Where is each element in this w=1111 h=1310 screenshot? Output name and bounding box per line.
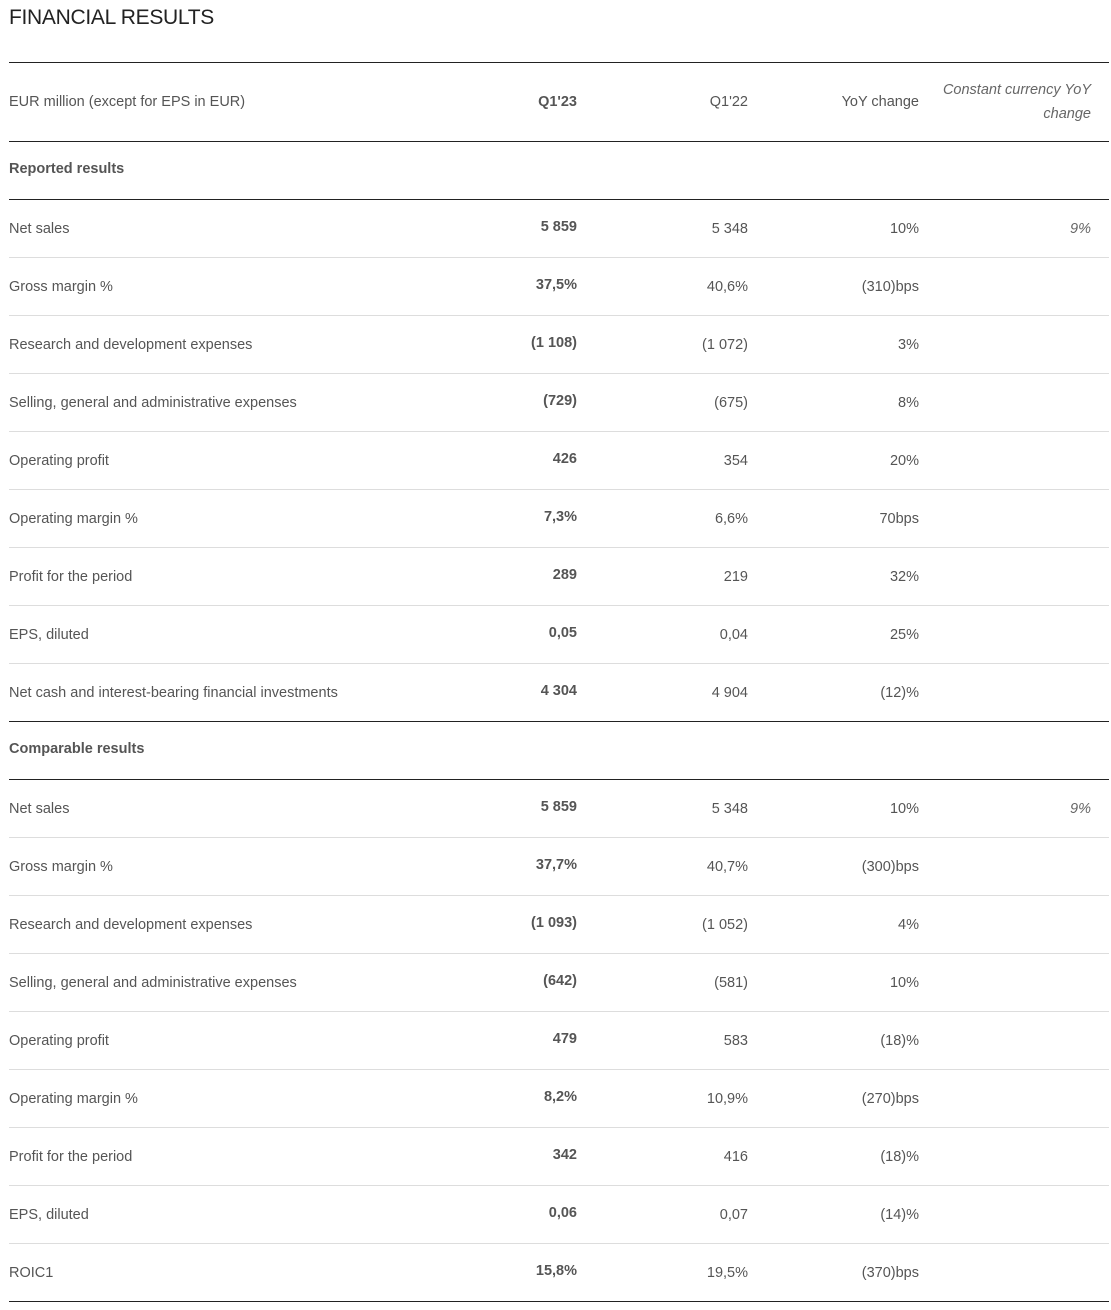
- value-q123: 0,05: [548, 624, 577, 641]
- financial-results-table: [9, 62, 1109, 1302]
- table-row: [9, 664, 1109, 722]
- value-q123: 479: [552, 1030, 577, 1047]
- value-yoy-change: 20%: [889, 452, 919, 469]
- value-q122: 6,6%: [714, 510, 748, 527]
- value-q123: (1 093): [531, 914, 577, 931]
- table-row: [9, 258, 1109, 316]
- value-q122: (581): [714, 974, 748, 991]
- value-q122: 40,7%: [706, 858, 748, 875]
- value-yoy-change: 4%: [898, 916, 919, 933]
- value-q123: 5 859: [540, 218, 577, 235]
- row-label: Selling, general and administrative expenses: [9, 394, 297, 411]
- row-label: Profit for the period: [9, 1148, 133, 1165]
- value-q122: 0,04: [719, 626, 748, 643]
- table-row: [9, 490, 1109, 548]
- value-q123: 37,7%: [535, 856, 577, 873]
- value-yoy-change: (12)%: [880, 684, 919, 701]
- table-row: [9, 1128, 1109, 1186]
- table-header: [9, 62, 1109, 142]
- table-row: [9, 432, 1109, 490]
- row-label: Operating margin %: [9, 1090, 138, 1107]
- table-row: [9, 954, 1109, 1012]
- section-label: Comparable results: [9, 741, 145, 758]
- row-label: Gross margin %: [9, 278, 113, 295]
- value-q122: 354: [723, 452, 748, 469]
- row-label: Operating profit: [9, 1032, 109, 1049]
- row-label: EPS, diluted: [9, 626, 89, 643]
- value-q122: (1 052): [702, 916, 748, 933]
- header-yoy-change: YoY change: [841, 94, 919, 110]
- value-yoy-change: (18)%: [880, 1032, 919, 1049]
- value-q123: 15,8%: [535, 1262, 577, 1279]
- section-comparable: [9, 722, 1109, 780]
- row-label: Net sales: [9, 220, 70, 237]
- value-q122: (675): [714, 394, 748, 411]
- header-q123: Q1'23: [538, 94, 577, 110]
- value-q123: 8,2%: [543, 1088, 577, 1105]
- table-row: [9, 1012, 1109, 1070]
- section-reported: [9, 142, 1109, 200]
- value-yoy-change: 10%: [889, 974, 919, 991]
- value-yoy-change: (370)bps: [861, 1264, 919, 1281]
- value-q122: 0,07: [719, 1206, 748, 1223]
- value-q123: 426: [552, 450, 577, 467]
- header-constant-currency: Constant currency YoY change: [942, 82, 1091, 122]
- value-q123: (642): [543, 972, 577, 989]
- value-yoy-change: (14)%: [880, 1206, 919, 1223]
- value-q123: 5 859: [540, 798, 577, 815]
- page-title: FINANCIAL RESULTS: [9, 6, 214, 29]
- value-q122: 219: [723, 568, 748, 585]
- value-yoy-change: 8%: [898, 394, 919, 411]
- row-label: Operating profit: [9, 452, 109, 469]
- row-label: EPS, diluted: [9, 1206, 89, 1223]
- value-constant-currency: 9%: [1070, 800, 1091, 817]
- value-q123: (1 108): [531, 334, 577, 351]
- value-q122: 10,9%: [706, 1090, 748, 1107]
- table-row: [9, 374, 1109, 432]
- header-q122: Q1'22: [709, 94, 748, 110]
- value-q123: 7,3%: [543, 508, 577, 525]
- row-label: Net sales: [9, 800, 70, 817]
- row-label: Net cash and interest-bearing financial investments: [9, 684, 338, 701]
- value-q123: (729): [543, 392, 577, 409]
- value-constant-currency: 9%: [1070, 220, 1091, 237]
- value-yoy-change: (310)bps: [861, 278, 919, 295]
- table-row: [9, 1070, 1109, 1128]
- value-q122: (1 072): [702, 336, 748, 353]
- value-yoy-change: (18)%: [880, 1148, 919, 1165]
- value-yoy-change: 25%: [889, 626, 919, 643]
- table-row: [9, 1186, 1109, 1244]
- table-row: [9, 1244, 1109, 1302]
- value-q123: 4 304: [540, 682, 577, 699]
- table-row: [9, 838, 1109, 896]
- row-label: Profit for the period: [9, 568, 133, 585]
- table-row: [9, 606, 1109, 664]
- value-q122: 5 348: [711, 220, 748, 237]
- header-label: EUR million (except for EPS in EUR): [9, 94, 246, 110]
- value-yoy-change: 70bps: [879, 510, 919, 527]
- table-row: [9, 200, 1109, 258]
- row-label: Operating margin %: [9, 510, 138, 527]
- comparable-rows: [9, 780, 1109, 1302]
- row-label: ROIC1: [9, 1264, 54, 1281]
- value-q122: 40,6%: [706, 278, 748, 295]
- value-q122: 4 904: [711, 684, 748, 701]
- table-row: [9, 316, 1109, 374]
- section-label: Reported results: [9, 161, 125, 178]
- row-label: Research and development expenses: [9, 916, 253, 933]
- row-label: Research and development expenses: [9, 336, 253, 353]
- value-yoy-change: 10%: [889, 220, 919, 237]
- value-yoy-change: 32%: [889, 568, 919, 585]
- value-q123: 0,06: [548, 1204, 577, 1221]
- value-q122: 19,5%: [706, 1264, 748, 1281]
- value-q123: 342: [552, 1146, 577, 1163]
- value-yoy-change: (300)bps: [861, 858, 919, 875]
- value-yoy-change: (270)bps: [861, 1090, 919, 1107]
- table-row: [9, 896, 1109, 954]
- row-label: Selling, general and administrative expenses: [9, 974, 297, 991]
- value-q123: 289: [552, 566, 577, 583]
- table-row: [9, 548, 1109, 606]
- value-yoy-change: 10%: [889, 800, 919, 817]
- reported-rows: [9, 200, 1109, 722]
- row-label: Gross margin %: [9, 858, 113, 875]
- value-q122: 5 348: [711, 800, 748, 817]
- table-row: [9, 780, 1109, 838]
- value-q123: 37,5%: [535, 276, 577, 293]
- value-yoy-change: 3%: [898, 336, 919, 353]
- value-q122: 416: [723, 1148, 748, 1165]
- value-q122: 583: [723, 1032, 748, 1049]
